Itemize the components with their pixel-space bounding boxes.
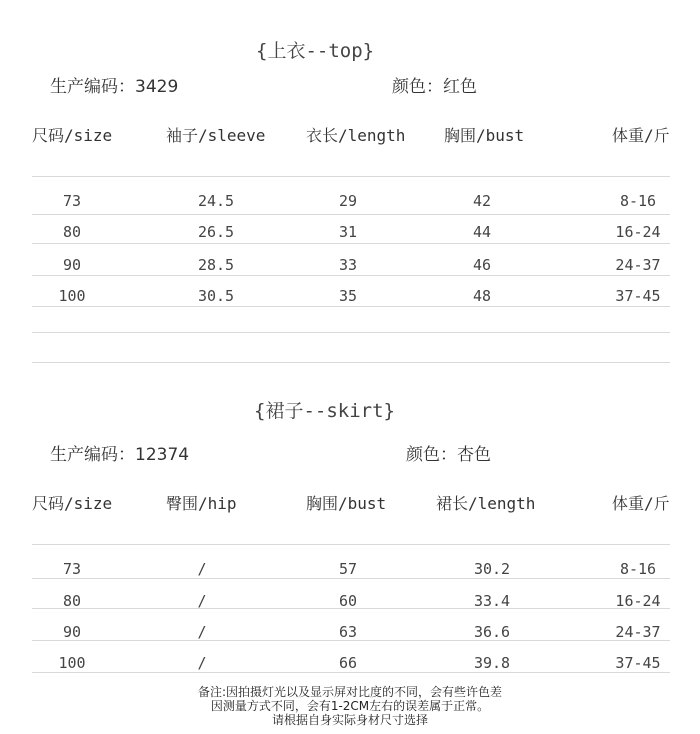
top-color-label: 颜色： bbox=[392, 77, 443, 97]
table-cell: 24.5 bbox=[197, 192, 235, 210]
top-code-label: 生产编码： bbox=[50, 77, 135, 97]
top-header-length: 衣长/length bbox=[306, 126, 406, 145]
skirt-color bbox=[406, 440, 491, 465]
skirt-row-line bbox=[32, 578, 670, 579]
table-cell: 63 bbox=[338, 623, 358, 641]
top-section-title: {上衣--top} bbox=[256, 40, 375, 62]
table-cell: 31 bbox=[338, 223, 358, 241]
skirt-header-bust: 胸围/bust bbox=[306, 494, 387, 513]
top-header-weight: 体重/斤 bbox=[612, 126, 670, 145]
table-cell: 30.5 bbox=[197, 287, 235, 305]
table-cell: / bbox=[197, 654, 207, 672]
table-cell: 66 bbox=[338, 654, 358, 672]
top-production-code bbox=[50, 72, 178, 97]
table-cell: 35 bbox=[338, 287, 358, 305]
table-cell: / bbox=[197, 560, 207, 578]
table-cell: 80 bbox=[62, 592, 82, 610]
table-cell: 44 bbox=[472, 223, 492, 241]
skirt-code-value: 12374 bbox=[135, 445, 190, 465]
top-color-value: 红色 bbox=[443, 77, 477, 97]
table-cell: 36.6 bbox=[473, 623, 511, 641]
top-row-line bbox=[32, 275, 670, 276]
table-cell: 30.2 bbox=[473, 560, 511, 578]
skirt-header-size: 尺码/size bbox=[32, 494, 113, 513]
table-cell: 90 bbox=[62, 623, 82, 641]
note-line-1: 备注:因拍摄灯光以及显示屏对比度的不同，会有些许色差 bbox=[197, 685, 503, 699]
skirt-color-label: 颜色： bbox=[406, 445, 457, 465]
table-cell: 48 bbox=[472, 287, 492, 305]
top-color bbox=[392, 72, 477, 97]
top-row-line bbox=[32, 243, 670, 244]
table-cell: 26.5 bbox=[197, 223, 235, 241]
table-cell: 33.4 bbox=[473, 592, 511, 610]
table-cell: 46 bbox=[472, 256, 492, 274]
table-cell: 33 bbox=[338, 256, 358, 274]
table-cell: 8-16 bbox=[619, 192, 657, 210]
skirt-header-length: 裙长/length bbox=[436, 494, 536, 513]
table-cell: 73 bbox=[62, 560, 82, 578]
table-cell: 16-24 bbox=[615, 223, 661, 241]
skirt-divider bbox=[32, 544, 670, 545]
skirt-row-line bbox=[32, 672, 670, 673]
table-cell: 24-37 bbox=[615, 623, 661, 641]
table-cell: 28.5 bbox=[197, 256, 235, 274]
top-divider bbox=[32, 332, 670, 333]
table-cell: 39.8 bbox=[473, 654, 511, 672]
top-divider bbox=[32, 176, 670, 177]
table-cell: 29 bbox=[338, 192, 358, 210]
table-cell: 16-24 bbox=[615, 592, 661, 610]
table-cell: 37-45 bbox=[615, 654, 661, 672]
table-cell: 80 bbox=[62, 223, 82, 241]
top-header-bust: 胸围/bust bbox=[444, 126, 525, 145]
table-cell: 73 bbox=[62, 192, 82, 210]
skirt-production-code bbox=[50, 440, 189, 465]
note-line-3: 请根据自身实际身材尺寸选择 bbox=[271, 713, 428, 727]
top-header-size: 尺码/size bbox=[32, 126, 113, 145]
top-code-value: 3429 bbox=[135, 77, 179, 97]
table-cell: 57 bbox=[338, 560, 358, 578]
table-cell: 37-45 bbox=[615, 287, 661, 305]
top-row-line bbox=[32, 214, 670, 215]
top-divider bbox=[32, 362, 670, 363]
skirt-code-label: 生产编码： bbox=[50, 445, 135, 465]
table-cell: 42 bbox=[472, 192, 492, 210]
skirt-section-title: {裙子--skirt} bbox=[254, 400, 395, 422]
table-cell: 24-37 bbox=[615, 256, 661, 274]
table-cell: 90 bbox=[62, 256, 82, 274]
note-line-2: 因测量方式不同，会有1-2CM左右的误差属于正常。 bbox=[210, 699, 490, 713]
table-cell: / bbox=[197, 592, 207, 610]
skirt-header-hip: 臀围/hip bbox=[166, 494, 237, 513]
table-cell: / bbox=[197, 623, 207, 641]
table-cell: 60 bbox=[338, 592, 358, 610]
skirt-header-weight: 体重/斤 bbox=[612, 494, 670, 513]
top-row-line bbox=[32, 306, 670, 307]
top-header-sleeve: 袖子/sleeve bbox=[166, 126, 266, 145]
table-cell: 8-16 bbox=[619, 560, 657, 578]
skirt-color-value: 杏色 bbox=[457, 445, 491, 465]
table-cell: 100 bbox=[58, 654, 86, 672]
table-cell: 100 bbox=[58, 287, 86, 305]
